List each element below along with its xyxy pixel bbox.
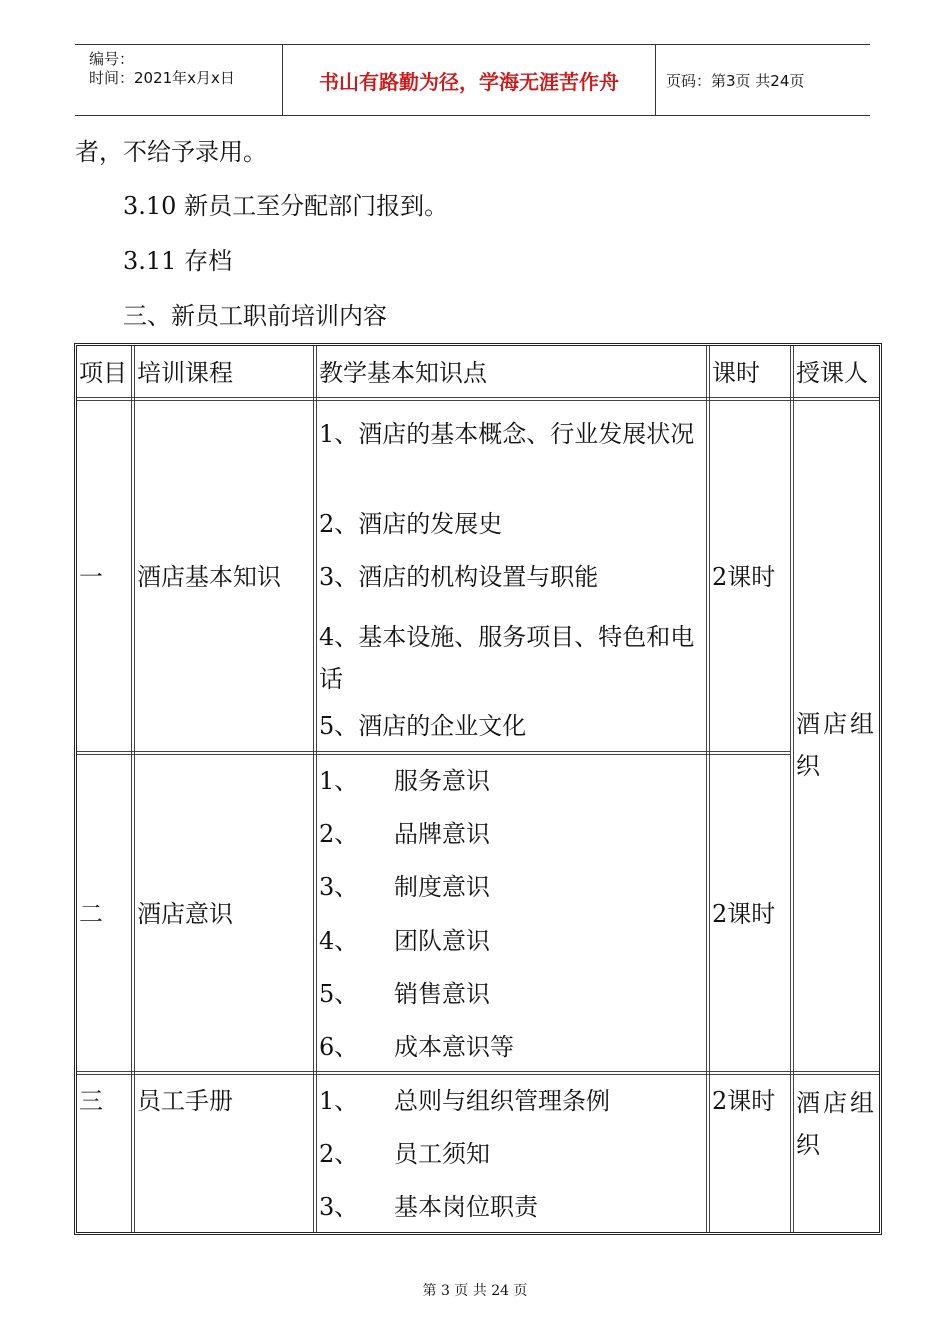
row3-teacher: 酒店组织: [796, 1089, 877, 1159]
th-teacher: 授课人: [796, 359, 868, 387]
th-course: 培训课程: [137, 359, 233, 387]
col-divider: [790, 346, 791, 1232]
teacher-merged: 酒店组织: [796, 710, 877, 780]
row1-point-3: 3、酒店的机构设置与职能: [319, 563, 599, 591]
row1-item: 一: [79, 563, 103, 591]
row3-point-text: 员工须知: [394, 1140, 490, 1168]
header-info-cell: [75, 45, 283, 115]
body-line-2: 3.10 新员工至分配部门报到。: [123, 192, 449, 220]
row2-point-num: 5、: [319, 980, 359, 1008]
th-hours: 课时: [712, 359, 760, 387]
col-divider: [793, 346, 794, 1232]
number-label: 编号：: [89, 50, 135, 68]
row2-point-text: 销售意识: [394, 980, 490, 1008]
page-footer: 第 3 页 共 24 页: [422, 1283, 528, 1299]
row2-item: 二: [79, 900, 103, 928]
row3-point-num: 2、: [319, 1140, 359, 1168]
row1-point-4: 4、基本设施、服务项目、特色和电话: [319, 623, 695, 693]
row3-hours: 2课时: [712, 1087, 776, 1115]
row2-point-num: 4、: [319, 927, 359, 955]
col-divider: [316, 346, 317, 1232]
col-divider: [131, 346, 132, 1232]
col-divider: [706, 346, 707, 1232]
header-page-label: 页码：第3页 共24页: [666, 71, 805, 90]
row2-hours: 2课时: [712, 900, 776, 928]
row1-course: 酒店基本知识: [137, 563, 281, 591]
row3-point-text: 基本岗位职责: [394, 1193, 538, 1221]
col-divider: [709, 346, 710, 1232]
body-line-3: 3.11 存档: [123, 247, 233, 275]
row2-point-text: 制度意识: [394, 873, 490, 901]
row2-course: 酒店意识: [137, 900, 233, 928]
row3-point-num: 3、: [319, 1193, 359, 1221]
row2-point-text: 成本意识等: [394, 1033, 514, 1061]
th-item: 项目: [79, 359, 127, 387]
row2-point-num: 6、: [319, 1033, 359, 1061]
th-points: 教学基本知识点: [319, 359, 487, 387]
row-divider: [77, 754, 791, 755]
section-title: 三、新员工职前培训内容: [123, 302, 387, 330]
row-divider: [77, 751, 791, 752]
row3-item: 三: [79, 1087, 103, 1115]
header-motto: 书山有路勤为径，学海无涯苦作舟: [283, 45, 656, 115]
row-divider: [77, 397, 879, 398]
row2-point-text: 服务意识: [394, 767, 490, 795]
row2-point-num: 1、: [319, 767, 359, 795]
body-line-1: 者，不给予录用。: [75, 138, 267, 166]
row3-course: 员工手册: [137, 1087, 233, 1115]
row-divider: [77, 1071, 879, 1072]
col-divider: [313, 346, 314, 1232]
row2-point-num: 2、: [319, 820, 359, 848]
row2-point-num: 3、: [319, 873, 359, 901]
training-table: [74, 343, 882, 1235]
row1-point-1: 1、酒店的基本概念、行业发展状况: [319, 420, 695, 448]
time-label: 时间：2021年x月x日: [89, 69, 235, 87]
row-divider: [77, 1074, 879, 1075]
row1-hours: 2课时: [712, 563, 776, 591]
col-divider: [134, 346, 135, 1232]
row1-point-2: 2、酒店的发展史: [319, 510, 503, 538]
row1-point-5: 5、酒店的企业文化: [319, 712, 527, 740]
row2-point-text: 团队意识: [394, 927, 490, 955]
row-divider: [77, 400, 879, 401]
row2-point-text: 品牌意识: [394, 820, 490, 848]
row3-point-text: 总则与组织管理条例: [394, 1087, 610, 1115]
row3-point-num: 1、: [319, 1087, 359, 1115]
page-header: [75, 44, 870, 116]
